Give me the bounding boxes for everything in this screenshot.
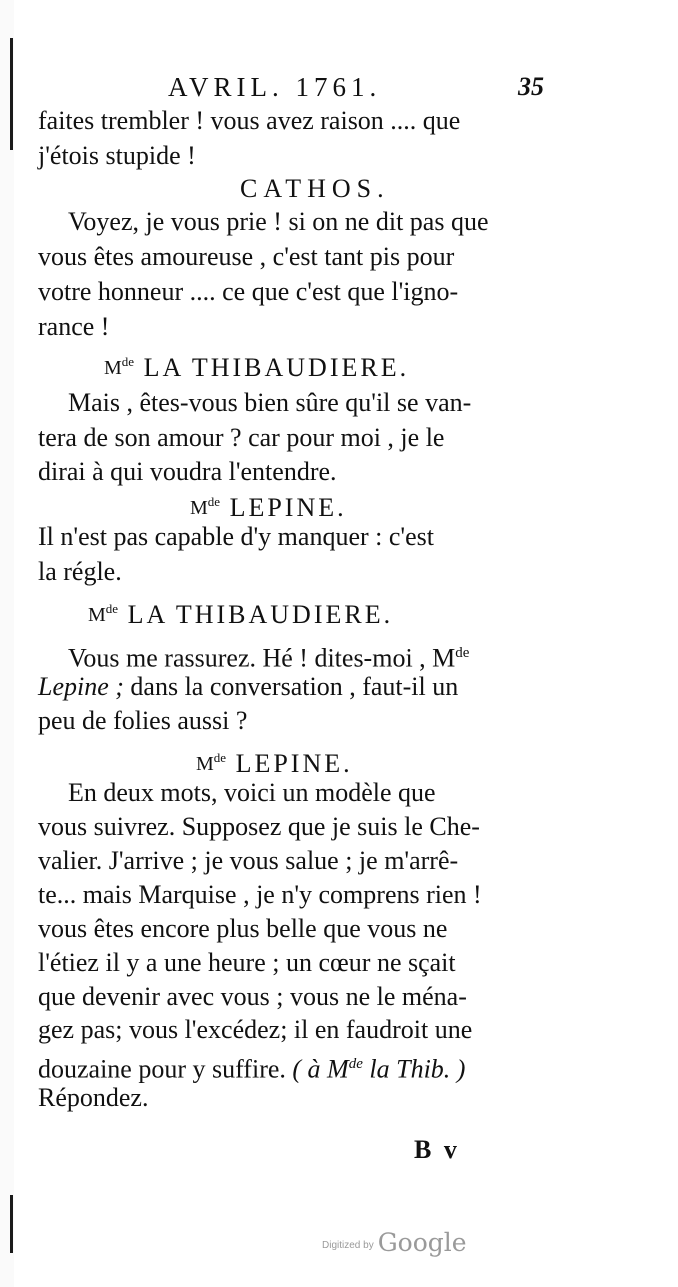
text-line: faites trembler ! vous avez raison .... que (38, 106, 461, 135)
text-line: l'étiez il y a une heure ; un cœur ne sçait (38, 948, 456, 977)
text-line-sup: de (455, 645, 470, 661)
page-header (0, 72, 678, 106)
text-line-part: douzaine pour y suffire. (38, 1054, 293, 1084)
speaker-heading (196, 741, 353, 781)
text-line-italic: Lepine ; (38, 672, 124, 701)
text-line: vous êtes encore plus belle que vous ne (38, 914, 448, 943)
text-line: j'étois stupide ! (38, 141, 196, 170)
text-line: rance ! (38, 312, 110, 341)
text-line: peu de folies aussi ? (38, 706, 248, 735)
text-line: vous suivrez. Supposez que je suis le Che- (38, 812, 480, 841)
text-line: te... mais Marquise , je n'y comprens rien ! (38, 880, 482, 909)
text-line: la régle. (38, 557, 122, 586)
speaker-prefix: M (104, 357, 122, 379)
speaker-prefix: M (190, 497, 208, 519)
speaker-heading (190, 485, 347, 525)
stage-direction-sup: de (348, 1056, 363, 1072)
text-line: dirai à qui voudra l'entendre. (38, 457, 337, 486)
speaker-name: LEPINE. (229, 493, 347, 522)
text-line: gez pas; vous l'excédez; il en faudroit une (38, 1015, 473, 1044)
speaker-heading: CATHOS. (240, 174, 390, 203)
text-line: que devenir avec vous ; vous ne le ména- (38, 982, 467, 1011)
digitized-label: Digitized by (322, 1240, 374, 1251)
gutter-rule-lower (10, 1195, 13, 1253)
speaker-heading (104, 345, 409, 385)
page-number: 35 (518, 72, 544, 101)
speaker-name: LA THIBAUDIERE. (127, 600, 394, 629)
text-line-part: dans la conversation , faut-il un (123, 672, 459, 701)
speaker-prefix-sup: de (105, 601, 119, 616)
speaker-heading (88, 592, 393, 632)
stage-direction: la Thib. ) (362, 1054, 466, 1084)
text-line: Il n'est pas capable d'y manquer : c'est (38, 522, 434, 551)
text-line: votre honneur .... ce que c'est que l'igno- (38, 277, 459, 306)
google-logo: Google (377, 1228, 467, 1257)
text-line: Mais , êtes-vous bien sûre qu'il se van- (68, 388, 472, 417)
catchword-signature: B v (414, 1135, 460, 1164)
running-title: AVRIL. 1761. (168, 72, 382, 102)
text-line: Voyez, je vous prie ! si on ne dit pas que (68, 207, 489, 236)
speaker-prefix-sup: de (213, 750, 227, 765)
text-line: tera de son amour ? car pour moi , je le (38, 423, 445, 452)
text-line-part: Vous me rassurez. Hé ! dites-moi , M (68, 643, 456, 673)
text-line: Répondez. (38, 1083, 149, 1112)
speaker-prefix: M (88, 604, 106, 626)
stage-direction: ( à M (292, 1054, 349, 1084)
speaker-name: LEPINE. (235, 749, 353, 778)
speaker-name: LA THIBAUDIERE. (143, 353, 410, 382)
text-line: valier. J'arrive ; je vous salue ; je m'arrê- (38, 846, 459, 875)
speaker-prefix-sup: de (207, 494, 221, 509)
text-line (38, 670, 458, 704)
text-line: En deux mots, voici un modèle que (68, 778, 436, 807)
facing-page-edge (0, 0, 14, 1287)
text-line: vous êtes amoureuse , c'est tant pis pour (38, 242, 455, 271)
speaker-prefix-sup: de (121, 354, 135, 369)
digitized-watermark (322, 1228, 467, 1257)
speaker-prefix: M (196, 753, 214, 775)
